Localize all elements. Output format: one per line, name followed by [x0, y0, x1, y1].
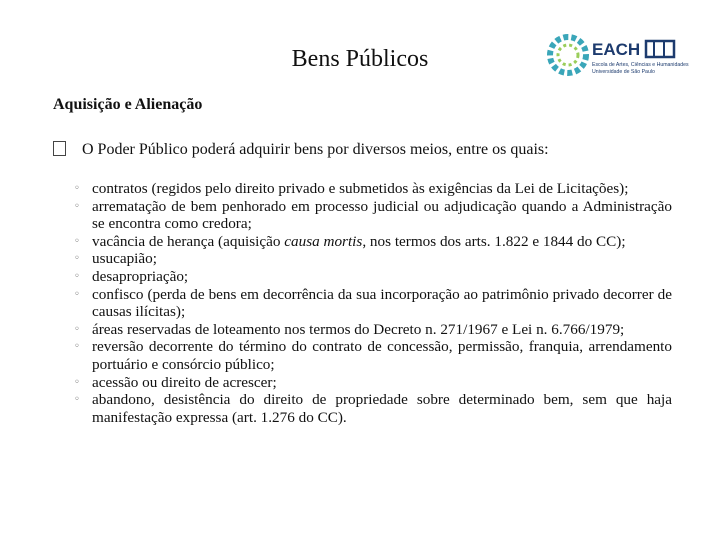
list-item: [72, 268, 672, 286]
acquisition-list: [72, 180, 672, 426]
bullet-icon: ◦: [74, 323, 80, 335]
list-item-text: reversão decorrente do término do contrato de concessão, permissão, franquia, arrendamento portuário e consórcio público;: [92, 338, 672, 373]
list-item-text: desapropriação;: [92, 267, 189, 285]
list-item: [72, 180, 672, 198]
bullet-icon: ◦: [74, 270, 80, 282]
list-item: [72, 321, 672, 339]
bullet-icon: ◦: [74, 376, 80, 388]
bullet-icon: ◦: [74, 341, 80, 353]
intro-paragraph: [53, 139, 673, 161]
list-item-text: usucapião;: [92, 250, 157, 268]
bullet-icon: ◦: [74, 253, 80, 265]
usp-mark-icon: [646, 41, 674, 57]
list-item: [72, 233, 672, 251]
svg-text:EACH: EACH: [592, 40, 641, 59]
list-item: [72, 374, 672, 392]
bullet-icon: ◦: [74, 235, 80, 247]
svg-text:Escola de Artes, Ciências e Hu: Escola de Artes, Ciências e Humanidades: [592, 62, 689, 68]
list-item-text: confisco (perda de bens em decorrência da sua incorporação ao patrimônio privado decorrer de causas ilícitas);: [92, 285, 672, 321]
list-item-text: , nos termos dos arts. 1.822 e 1844 do CC);: [362, 232, 626, 250]
list-item: [72, 250, 672, 268]
svg-text:Universidade de São Paulo: Universidade de São Paulo: [592, 69, 655, 75]
checkbox-bullet-icon: [53, 141, 66, 156]
list-item-text: áreas reservadas de loteamento nos termos do Decreto n. 271/1967 e Lei n. 6.766/1979;: [92, 320, 625, 338]
list-item-text: abandono, desistência do direito de propriedade sobre determinado bem, sem que haja manifestação expressa (art. 1.276 do CC).: [92, 391, 672, 426]
section-heading: Aquisição e Alienação: [53, 96, 203, 113]
bullet-icon: ◦: [74, 288, 80, 300]
list-item: [72, 286, 672, 321]
each-usp-logo: [546, 30, 702, 80]
logo-ring-icon: [550, 37, 586, 73]
list-item-text: contratos (regidos pelo direito privado e submetidos às exigências da Lei de Licitações);: [92, 180, 629, 197]
intro-text: O Poder Público poderá adquirir bens por diversos meios, entre os quais:: [82, 141, 549, 158]
slide-title: Bens Públicos: [291, 46, 429, 72]
list-item: [72, 391, 672, 426]
list-item-text: arrematação de bem penhorado em processo judicial ou adjudicação quando a Administração se encontra como credora;: [92, 197, 672, 233]
list-item-text: vacância de herança (aquisição: [92, 232, 285, 250]
list-item-text: acessão ou direito de acrescer;: [92, 373, 277, 391]
list-item: [72, 338, 672, 373]
list-item: [72, 198, 672, 233]
bullet-icon: ◦: [74, 183, 80, 194]
bullet-icon: ◦: [74, 394, 80, 406]
list-item-emphasis: causa mortis: [284, 232, 363, 250]
bullet-icon: ◦: [74, 200, 80, 212]
